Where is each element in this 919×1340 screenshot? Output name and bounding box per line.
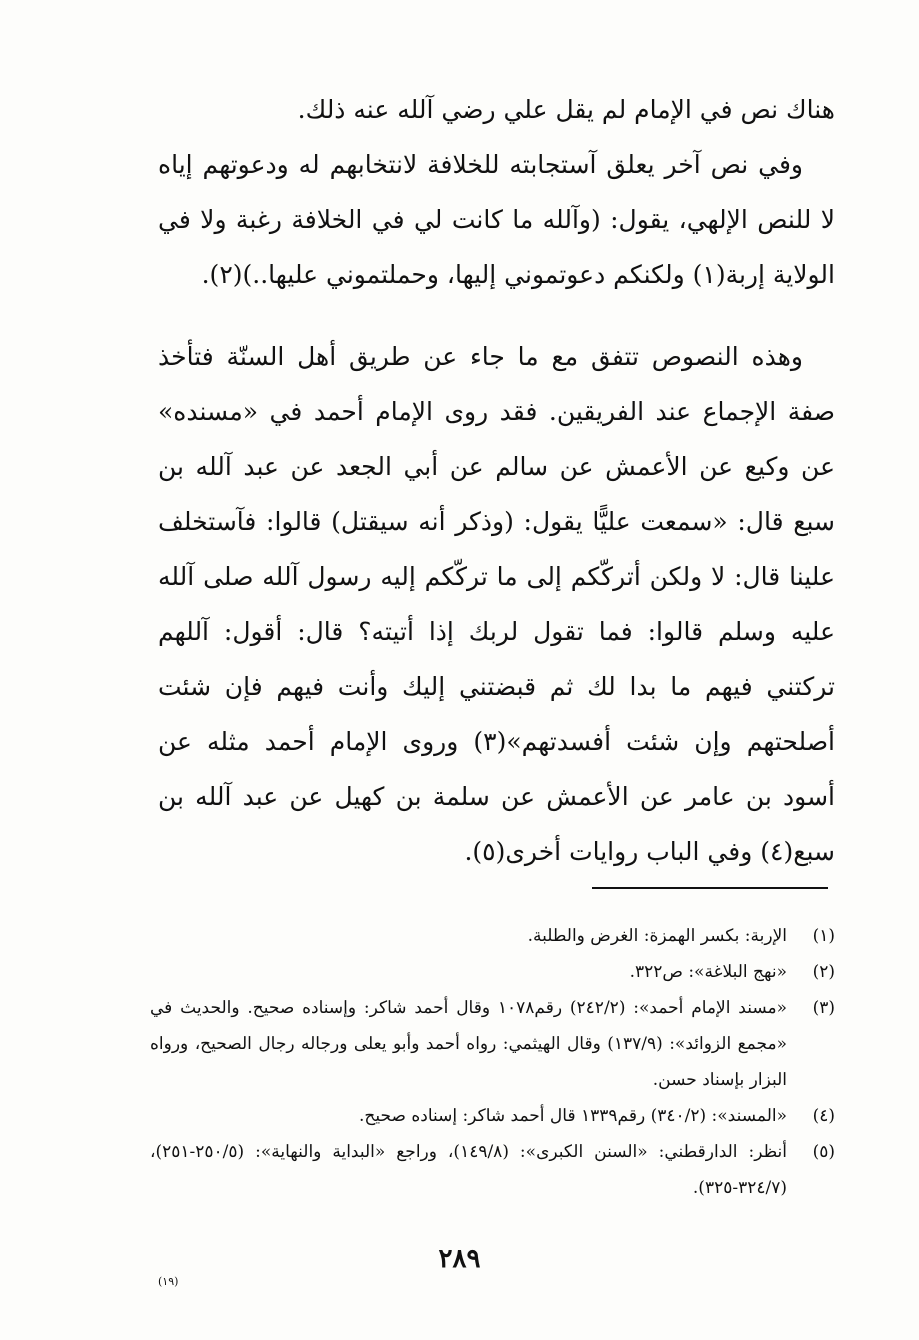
footnote-text: «نهج البلاغة»: ص٣٢٢. [629, 962, 787, 982]
footnote-5 [150, 1134, 835, 1206]
footnote-number: (٥) [812, 1142, 835, 1162]
footnote-text: «مسند الإمام أحمد»: (٢٤٢/٢) رقم١٠٧٨ وقال أحمد شاكر: وإسناده صحيح. والحديث في «مجمع الزوائد»: (١٣٧/٩) وقال الهيثمي: رواه أحمد وأبو يعلى ورجاله رجال الصحيح، ورواه البزار بإسناد حسن. [150, 998, 787, 1090]
footnote-4 [150, 1098, 835, 1134]
main-text [158, 82, 835, 879]
page-number: ٢٨٩ [438, 1244, 481, 1274]
footnote-text: أنظر: الدارقطني: «السنن الكبرى»: (١٤٩/٨)، وراجع «البداية والنهاية»: (٢٥٠/٥-٢٥١)، (٣٢٤/٧-٣٢٥). [150, 1142, 787, 1198]
footnote-text: «المسند»: (٣٤٠/٢) رقم١٣٣٩ قال أحمد شاكر: إسناده صحيح. [359, 1106, 787, 1126]
footnote-number: (٤) [812, 1106, 835, 1126]
footnote-3 [150, 990, 835, 1098]
footnotes [150, 918, 835, 1206]
signature-mark: (١٩) [158, 1275, 179, 1288]
paragraph-1: هناك نص في الإمام لم يقل علي رضي آلله عنه ذلك. [297, 95, 835, 124]
footnote-2 [150, 954, 835, 990]
footnote-1 [150, 918, 835, 954]
footnote-number: (١) [812, 926, 835, 946]
footnote-text: الإربة: بكسر الهمزة: الغرض والطلبة. [527, 926, 787, 946]
paragraph-3: وهذه النصوص تتفق مع ما جاء عن طريق أهل السنّة فتأخذ صفة الإجماع عند الفريقين. فقد روى الإمام أحمد في «مسنده» عن وكيع عن الأعمش عن سالم عن أبي الجعد عن عبد آلله بن سبع قال: «سمعت عليًّا يقول: (وذكر أنه سيقتل) قالوا: فآستخلف علينا قال: لا ولكن أتركّكم إلى ما تركّكم إليه رسول آلله صلى آلله عليه وسلم قالوا: فما تقول لربك إذا أتيته؟ قال: أقول: آللهم تركتني فيهم ما بدا لك ثم قبضتني إليك وأنت فيهم فإن شئت أصلحتهم وإن شئت أفسدتهم»(٣) وروى الإمام أحمد مثله عن أسود بن عامر عن الأعمش عن سلمة بن كهيل عن عبد آلله بن سبع(٤) وفي الباب روايات أخرى(٥). [158, 342, 835, 866]
footnote-separator [592, 887, 828, 889]
footnote-number: (٢) [812, 962, 835, 982]
paragraph-2: وفي نص آخر يعلق آستجابته للخلافة لانتخابهم له ودعوتهم إياه لا للنص الإلهي، يقول: (وآلله ما كانت لي في الخلافة رغبة ولا في الولاية إربة(١) ولكنكم دعوتموني إليها، وحملتموني عليها..)(٢). [158, 150, 835, 289]
footnote-number: (٣) [812, 998, 835, 1018]
